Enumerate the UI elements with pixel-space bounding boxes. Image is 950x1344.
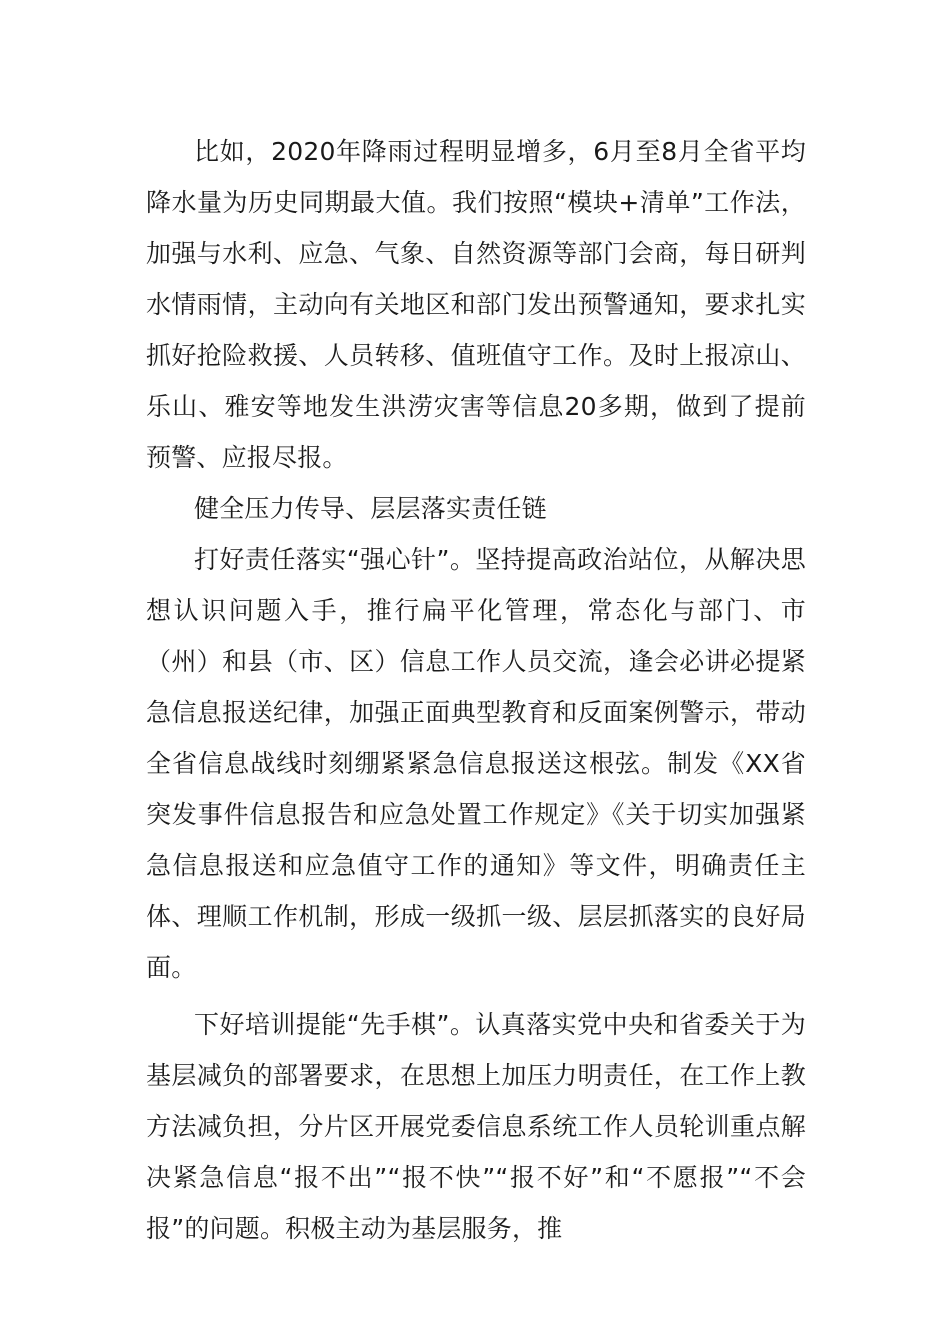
- section-heading-responsibility-chain: 健全压力传导、层层落实责任链: [194, 494, 547, 523]
- document-body: [146, 126, 806, 1254]
- paragraph-training-capability: 下好培训提能“先手棋”。认真落实党中央和省委关于为基层减负的部署要求，在思想上加压力明责任，在工作上教方法减负担，分片区开展党委信息系统工作人员轮训重点解决紧急信息“报不出”“报不快”“报不好”和“不愿报”“不会报”的问题。积极主动为基层服务，推: [146, 1010, 806, 1243]
- paragraph-rainfall-example: 比如，2020年降雨过程明显增多，6月至8月全省平均降水量为历史同期最大值。我们按照“模块+清单”工作法，加强与水利、应急、气象、自然资源等部门会商，每日研判水情雨情，主动向有关地区和部门发出预警通知，要求扎实抓好抢险救援、人员转移、值班值守工作。及时上报凉山、乐山、雅安等地发生洪涝灾害等信息20多期，做到了提前预警、应报尽报。: [146, 137, 806, 472]
- paragraph-responsibility-implementation: 打好责任落实“强心针”。坚持提高政治站位，从解决思想认识问题入手，推行扁平化管理，常态化与部门、市（州）和县（市、区）信息工作人员交流，逢会必讲必提紧急信息报送纪律，加强正面典型教育和反面案例警示，带动全省信息战线时刻绷紧紧急信息报送这根弦。制发《XX省突发事件信息报告和应急处置工作规定》《关于切实加强紧急信息报送和应急值守工作的通知》等文件，明确责任主体、理顺工作机制，形成一级抓一级、层层抓落实的良好局面。: [146, 545, 806, 982]
